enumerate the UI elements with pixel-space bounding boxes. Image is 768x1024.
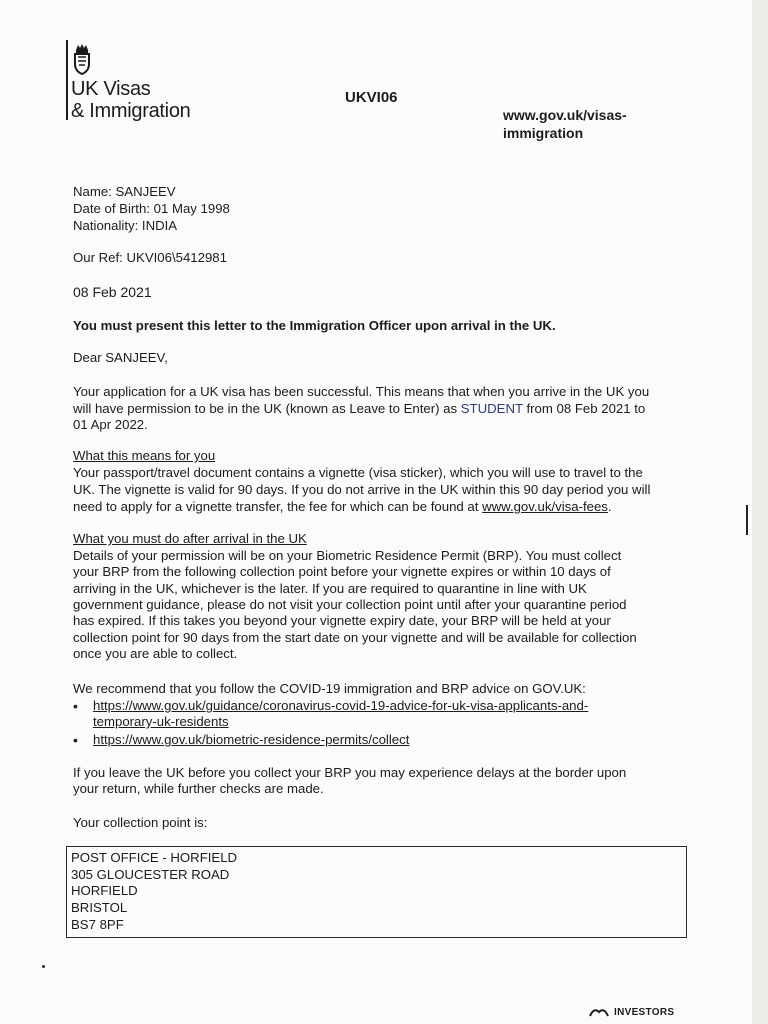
section2-line-4: government guidance, please do not visit your collection point until after your quarantine period (73, 597, 627, 612)
bullet-2: • (73, 732, 78, 748)
advice-intro: We recommend that you follow the COVID-19 immigration and BRP advice on GOV.UK: (73, 681, 586, 696)
covid-advice-link-cont[interactable]: temporary-uk-residents (93, 714, 229, 729)
investors-logo (588, 1006, 674, 1018)
collection-address-box (66, 846, 687, 938)
intro-text: will have permission to be in the UK (known as Leave to Enter) as (73, 401, 461, 416)
section2-line-6: collection point for 90 days from the start date on your vignette and will be available for collection (73, 630, 637, 645)
form-code: UKVI06 (345, 89, 398, 106)
intro-text-end: from 08 Feb 2021 to (522, 401, 646, 416)
royal-crest-icon (71, 42, 93, 76)
arrival-notice: You must present this letter to the Immigration Officer upon arrival in the UK. (73, 318, 556, 333)
section1-text-end: . (607, 499, 612, 514)
section2-line-7: once you are able to collect. (73, 646, 238, 661)
investors-mark-icon (588, 1006, 610, 1018)
visa-fees-link[interactable]: www.gov.uk/visa-fees (482, 499, 608, 514)
letter-date: 08 Feb 2021 (73, 284, 152, 300)
scan-speck (42, 965, 45, 968)
section2-line-1: Details of your permission will be on your Biometric Residence Permit (BRP). You must collect (73, 548, 622, 563)
investors-text: INVESTORS (614, 1006, 675, 1018)
section2-line-2: your BRP from the following collection point before your vignette expires or within 10 days of (73, 564, 611, 579)
salutation: Dear SANJEEV, (73, 350, 168, 365)
section2-line-3: arriving in the UK, whichever is the later. If you are required to quarantine in line with UK (73, 581, 587, 596)
logo-divider (66, 40, 68, 120)
intro-line-3: 01 Apr 2022. (73, 417, 148, 432)
address-line-5: BS7 8PF (71, 917, 124, 932)
bullet-1: • (73, 698, 78, 714)
intro-line-2 (73, 401, 645, 418)
section1-line-3 (73, 499, 612, 516)
website-link[interactable]: www.gov.uk/visas-immigration (503, 107, 627, 141)
covid-advice-link[interactable]: https://www.gov.uk/guidance/coronavirus-covid-19-advice-for-uk-visa-applicants-and- (93, 698, 589, 713)
visa-type: STUDENT (460, 401, 523, 416)
section-heading-meaning: What this means for you (73, 448, 216, 463)
address-line-4: BRISTOL (71, 900, 128, 915)
applicant-nationality: Nationality: INDIA (73, 218, 178, 233)
section1-line-1: Your passport/travel document contains a vignette (visa sticker), which you will use to travel to the (73, 465, 643, 480)
logo-text-immigration: & Immigration (71, 100, 191, 122)
scan-edge (752, 0, 768, 1024)
logo-text-uk-visas: UK Visas (71, 78, 151, 100)
leave-warning-line-1: If you leave the UK before you collect your BRP you may experience delays at the border upon (73, 765, 627, 780)
scan-mark (746, 505, 748, 535)
section1-text: need to apply for a vignette transfer, the fee for which can be found at (73, 499, 483, 514)
our-reference: Our Ref: UKVI06\5412981 (73, 250, 227, 265)
section1-line-2: UK. The vignette is valid for 90 days. If you do not arrive in the UK within this 90 day period you will (73, 482, 651, 497)
section2-line-5: has expired. If this takes you beyond your vignette expiry date, your BRP will be held at your (73, 613, 611, 628)
applicant-dob: Date of Birth: 01 May 1998 (73, 201, 230, 216)
address-line-1: POST OFFICE - HORFIELD (71, 850, 238, 865)
leave-warning-line-2: your return, while further checks are made. (73, 781, 324, 796)
brp-collect-link[interactable]: https://www.gov.uk/biometric-residence-permits/collect (93, 732, 410, 747)
intro-line-1: Your application for a UK visa has been successful. This means that when you arrive in the UK you (73, 384, 650, 399)
collection-point-label: Your collection point is: (73, 815, 208, 830)
address-line-2: 305 GLOUCESTER ROAD (71, 867, 230, 882)
address-line-3: HORFIELD (71, 883, 138, 898)
applicant-name: Name: SANJEEV (73, 184, 176, 199)
section-heading-after-arrival: What you must do after arrival in the UK (73, 531, 307, 546)
